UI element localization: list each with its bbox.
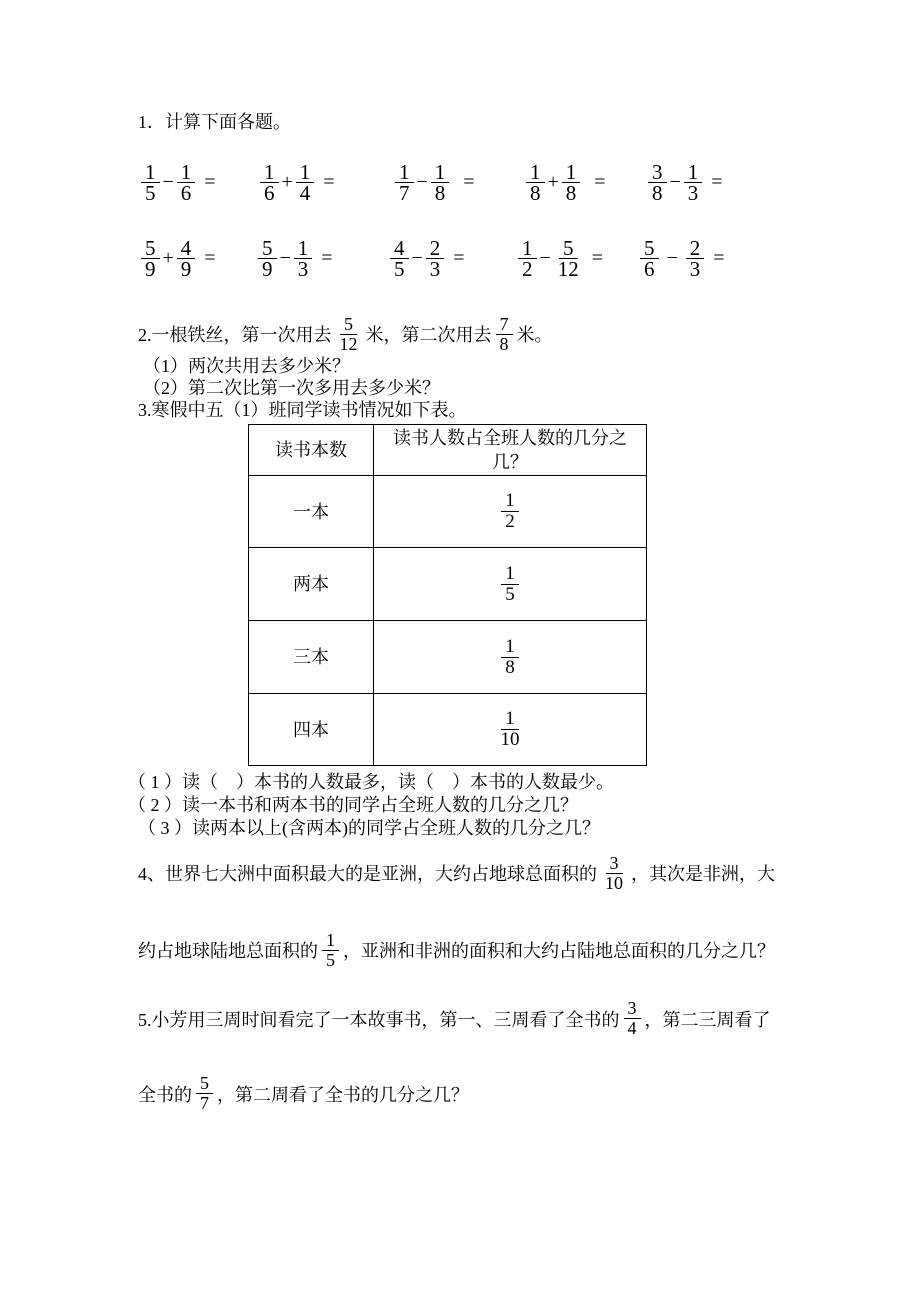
operator: − bbox=[162, 170, 174, 193]
question-5-line-1 bbox=[138, 995, 771, 1042]
table-row-label: 三本 bbox=[249, 620, 373, 693]
fraction bbox=[501, 562, 519, 605]
operator: + bbox=[162, 246, 174, 269]
question-4-text: ，其次是非洲，大 bbox=[631, 864, 775, 884]
table-cell-fraction bbox=[373, 547, 646, 620]
numerator: 1 bbox=[322, 932, 339, 951]
calc-expression bbox=[395, 161, 475, 203]
operator: − bbox=[279, 246, 291, 269]
numerator: 7 bbox=[496, 316, 513, 335]
fraction bbox=[518, 235, 537, 281]
fraction bbox=[497, 710, 524, 749]
operator: + bbox=[547, 170, 559, 193]
denominator: 9 bbox=[145, 256, 156, 281]
denominator: 6 bbox=[180, 180, 192, 205]
denominator: 9 bbox=[262, 256, 273, 281]
table-row-label: 四本 bbox=[249, 693, 373, 765]
denominator: 8 bbox=[652, 180, 663, 205]
table-cell-fraction bbox=[373, 475, 646, 547]
fraction bbox=[648, 159, 667, 205]
numerator: 1 bbox=[260, 163, 279, 183]
question-3-subitem-3: （ 3 ）读两本以上(含两本)的同学占全班人数的几分之几？ bbox=[138, 818, 600, 838]
denominator: 12 bbox=[339, 333, 358, 354]
denominator: 5 bbox=[394, 256, 405, 281]
question-5-text: 全书的 bbox=[138, 1084, 192, 1105]
equals-sign: = bbox=[323, 170, 335, 193]
calc-expression bbox=[518, 237, 603, 279]
numerator: 1 bbox=[141, 163, 160, 183]
numerator: 5 bbox=[640, 239, 659, 259]
question-4-line-1 bbox=[138, 850, 775, 896]
denominator: 8 bbox=[530, 180, 541, 205]
numerator: 5 bbox=[196, 1075, 213, 1094]
equals-sign: = bbox=[204, 170, 216, 193]
inline-fraction bbox=[322, 929, 339, 970]
numerator: 4 bbox=[390, 239, 409, 259]
question-5-text: ，第二三周看了 bbox=[644, 1009, 771, 1030]
numerator: 2 bbox=[426, 239, 445, 259]
numerator: 1 bbox=[501, 565, 519, 585]
question-4-text: ，亚洲和非洲的面积和大约占陆地总面积的几分之几？ bbox=[343, 941, 775, 961]
question-2-subitem-1: （1）两次共用去多少米？ bbox=[143, 356, 350, 376]
fraction bbox=[260, 159, 279, 205]
question-3-subitem-2: （ 2 ）读一本书和两本书的同学占全班人数的几分之几？ bbox=[128, 795, 578, 815]
numerator: 5 bbox=[258, 239, 277, 259]
inline-fraction bbox=[336, 313, 362, 354]
equals-sign: = bbox=[321, 246, 333, 269]
fraction bbox=[177, 159, 196, 205]
denominator: 10 bbox=[605, 872, 623, 893]
inline-fraction bbox=[624, 1000, 641, 1037]
question-2-text: 2.一根铁丝，第一次用去 bbox=[138, 325, 332, 345]
question-5-line-2 bbox=[138, 1070, 469, 1117]
numerator: 1 bbox=[501, 492, 519, 512]
fraction bbox=[141, 235, 160, 281]
denominator: 8 bbox=[565, 180, 577, 205]
denominator: 9 bbox=[180, 256, 192, 281]
calc-expression bbox=[648, 161, 723, 203]
denominator: 4 bbox=[627, 1018, 637, 1038]
numerator: 1 bbox=[562, 163, 581, 183]
operator: − bbox=[666, 246, 678, 269]
fraction bbox=[501, 635, 519, 678]
numerator: 3 bbox=[624, 1000, 641, 1019]
calc-expression bbox=[526, 161, 606, 203]
equals-sign: = bbox=[463, 170, 475, 193]
fraction bbox=[431, 159, 450, 205]
denominator: 8 bbox=[434, 180, 446, 205]
calc-expression bbox=[141, 237, 216, 279]
denominator: 4 bbox=[299, 180, 311, 205]
numerator: 5 bbox=[141, 239, 160, 259]
numerator: 5 bbox=[340, 316, 357, 335]
fraction bbox=[395, 159, 414, 205]
numerator: 1 bbox=[296, 163, 315, 183]
denominator: 5 bbox=[505, 583, 515, 605]
fraction bbox=[501, 492, 519, 531]
denominator: 10 bbox=[500, 729, 520, 750]
table-cell-fraction bbox=[373, 693, 646, 765]
equals-sign: = bbox=[711, 170, 723, 193]
fraction bbox=[177, 235, 196, 281]
table-row-label: 两本 bbox=[249, 547, 373, 620]
denominator: 2 bbox=[522, 256, 533, 281]
numerator: 5 bbox=[559, 239, 578, 259]
denominator: 5 bbox=[326, 949, 335, 970]
fraction bbox=[562, 159, 581, 205]
question-5-text: 5.小芳用三周时间看完了一本故事书，第一、三周看了全书的 bbox=[138, 1009, 620, 1030]
question-5-text: ，第二周看了全书的几分之几？ bbox=[217, 1084, 469, 1105]
denominator: 6 bbox=[644, 256, 655, 281]
denominator: 6 bbox=[264, 180, 275, 205]
question-3-label: 3.寒假中五（1）班同学读书情况如下表。 bbox=[138, 400, 467, 420]
numerator: 1 bbox=[177, 163, 196, 183]
numerator: 2 bbox=[686, 239, 705, 259]
fraction bbox=[554, 235, 583, 281]
operator: − bbox=[416, 170, 428, 193]
question-2-subitem-2: （2）第二次比第一次多用去多少米？ bbox=[143, 378, 440, 398]
calc-expression bbox=[141, 161, 216, 203]
denominator: 8 bbox=[499, 333, 509, 354]
fraction bbox=[390, 235, 409, 281]
numerator: 1 bbox=[501, 710, 519, 730]
fraction bbox=[141, 159, 160, 205]
table-header-fraction: 读书人数占全班人数的几分之几？ bbox=[373, 425, 646, 475]
numerator: 1 bbox=[501, 638, 519, 658]
equals-sign: = bbox=[591, 246, 604, 269]
calc-expression bbox=[390, 237, 465, 279]
numerator: 3 bbox=[648, 163, 667, 183]
operator: − bbox=[669, 170, 681, 193]
fraction bbox=[426, 235, 445, 281]
operator: + bbox=[281, 170, 293, 193]
numerator: 1 bbox=[526, 163, 545, 183]
inline-fraction bbox=[196, 1075, 213, 1112]
question-4-text: 4、世界七大洲中面积最大的是亚洲，大约占地球总面积的 bbox=[138, 864, 597, 884]
numerator: 1 bbox=[684, 163, 703, 183]
numerator: 1 bbox=[395, 163, 414, 183]
denominator: 3 bbox=[297, 256, 309, 281]
question-2-text: 米。 bbox=[516, 325, 553, 345]
fraction bbox=[258, 235, 277, 281]
question-4-line-2 bbox=[138, 927, 775, 973]
inline-fraction bbox=[601, 852, 627, 893]
denominator: 12 bbox=[557, 256, 579, 281]
denominator: 7 bbox=[200, 1093, 209, 1113]
question-4-text: 约占地球陆地总面积的 bbox=[138, 941, 318, 961]
fraction bbox=[526, 159, 545, 205]
table-header-books: 读书本数 bbox=[275, 440, 347, 460]
fraction bbox=[686, 235, 705, 281]
numerator: 1 bbox=[431, 163, 450, 183]
equals-sign: = bbox=[594, 170, 606, 193]
fraction bbox=[296, 159, 315, 205]
fraction bbox=[640, 235, 659, 281]
numerator: 4 bbox=[177, 239, 196, 259]
table-row-label: 一本 bbox=[249, 475, 373, 547]
table-cell-fraction bbox=[373, 620, 646, 693]
question-2-text: 米，第二次用去 bbox=[365, 325, 492, 345]
denominator: 5 bbox=[145, 180, 156, 205]
equals-sign: = bbox=[713, 246, 725, 269]
equals-sign: = bbox=[453, 246, 465, 269]
numerator: 1 bbox=[518, 239, 537, 259]
question-1-label: 1．计算下面各题。 bbox=[138, 112, 291, 132]
denominator: 3 bbox=[687, 180, 699, 205]
calc-expression bbox=[640, 237, 725, 279]
denominator: 3 bbox=[689, 256, 701, 281]
fraction bbox=[684, 159, 703, 205]
fraction bbox=[294, 235, 313, 281]
question-2-line bbox=[138, 312, 553, 356]
operator: − bbox=[411, 246, 423, 269]
question-3-subitem-1: （ 1 ）读（ ）本书的人数最多，读（ ）本书的人数最少。 bbox=[128, 772, 614, 792]
inline-fraction bbox=[496, 313, 513, 354]
denominator: 3 bbox=[429, 256, 441, 281]
reading-table bbox=[248, 424, 647, 766]
numerator: 3 bbox=[606, 855, 623, 874]
numerator: 1 bbox=[294, 239, 313, 259]
denominator: 7 bbox=[399, 180, 410, 205]
calc-expression bbox=[260, 161, 335, 203]
denominator: 8 bbox=[505, 656, 515, 678]
calc-expression bbox=[258, 237, 333, 279]
equals-sign: = bbox=[204, 246, 216, 269]
operator: − bbox=[539, 246, 551, 269]
denominator: 2 bbox=[505, 511, 515, 532]
